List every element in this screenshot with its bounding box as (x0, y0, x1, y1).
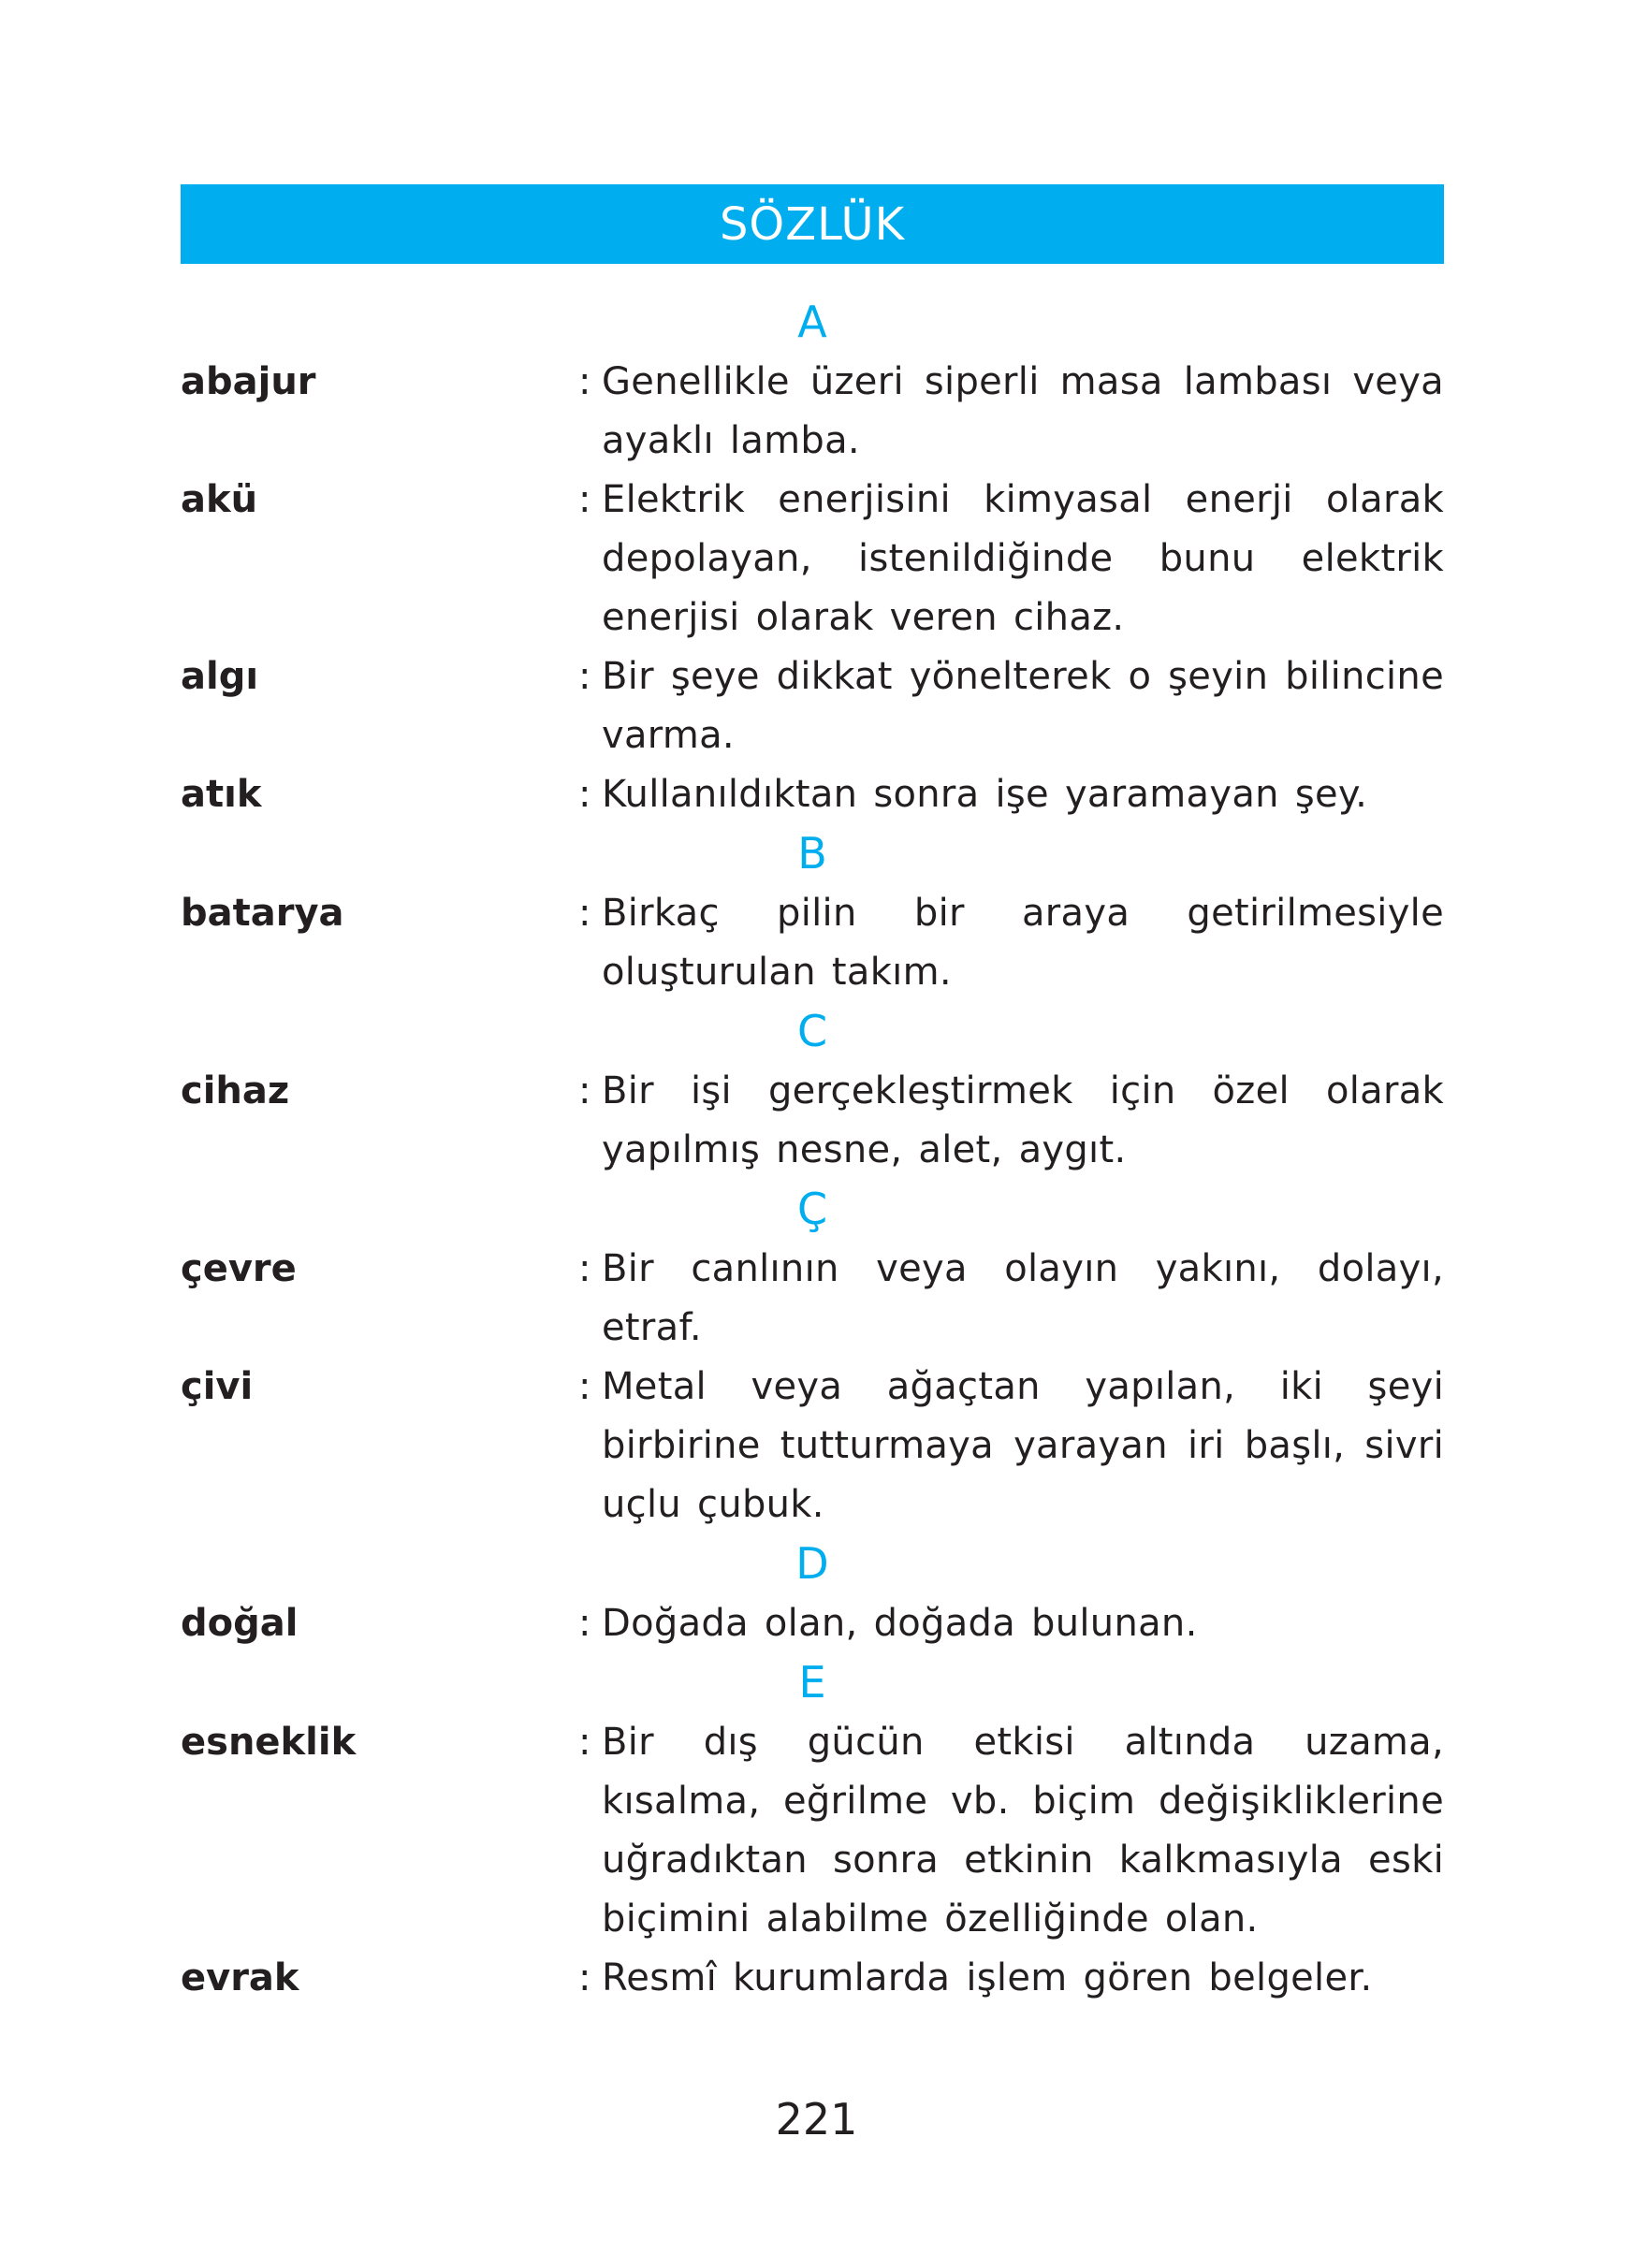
section-a (181, 293, 1444, 824)
entry-definition: Metal veya ağaçtan yapılan, iki şeyi birbirine tutturmaya yarayan iri başlı, sivri uçlu çubuk. (602, 1365, 1444, 1526)
entry-term: evrak (181, 1956, 299, 1999)
entry-definition: Birkaç pilin bir araya getirilmesiyle oluşturulan takım. (602, 892, 1444, 994)
entry-definition: Doğada olan, doğada bulunan. (602, 1602, 1198, 1645)
entry-term: cihaz (181, 1069, 290, 1112)
entry-term: esneklik (181, 1721, 357, 1764)
page-title: SÖZLÜK (719, 197, 906, 251)
page-number: 221 (775, 2094, 858, 2144)
dictionary-entry (181, 471, 1444, 647)
section-letter: B (797, 828, 827, 879)
section-e (181, 1653, 1444, 2008)
entry-colon: : (578, 892, 591, 935)
section-c-cedilla (181, 1180, 1444, 1534)
entry-definition: Bir dış gücün etkisi altında uzama, kısalma, eğrilme vb. biçim değişikliklerine uğradıktan sonra etkinin kalkmasıyla eski biçimini alabilme özelliğinde olan. (602, 1721, 1444, 1941)
dictionary-entry (181, 1713, 1444, 1949)
section-letter: A (797, 297, 827, 347)
entry-colon: : (578, 655, 591, 698)
entry-term: abajur (181, 360, 316, 403)
dictionary-entry (181, 765, 1444, 824)
entry-term: akü (181, 478, 258, 521)
entry-term: algı (181, 655, 259, 698)
entry-term: batarya (181, 892, 344, 935)
dictionary-entry (181, 1062, 1444, 1180)
dictionary-entry (181, 647, 1444, 765)
entry-definition: Bir canlının veya olayın yakını, dolayı, etraf. (602, 1247, 1444, 1349)
dictionary-entry (181, 1949, 1444, 2008)
dictionary-entry (181, 884, 1444, 1002)
entry-colon: : (578, 478, 591, 521)
entry-definition: Elektrik enerjisini kimyasal enerji olarak depolayan, istenildiğinde bunu elektrik enerjisi olarak veren cihaz. (602, 478, 1444, 639)
section-letter: E (798, 1657, 826, 1708)
header-bar (181, 184, 1444, 264)
entry-colon: : (578, 1247, 591, 1290)
entry-colon: : (578, 360, 591, 403)
entry-colon: : (578, 1602, 591, 1645)
dictionary-entry (181, 1594, 1444, 1653)
dictionary-list (181, 293, 1444, 2008)
entry-term: çevre (181, 1247, 297, 1290)
entry-term: doğal (181, 1602, 299, 1645)
dictionary-entry (181, 1240, 1444, 1358)
section-d (181, 1534, 1444, 1653)
entry-definition: Resmî kurumlarda işlem gören belgeler. (602, 1956, 1373, 1999)
entry-definition: Genellikle üzeri siperli masa lambası veya ayaklı lamba. (602, 360, 1444, 462)
entry-definition: Kullanıldıktan sonra işe yaramayan şey. (602, 773, 1368, 816)
entry-definition: Bir şeye dikkat yönelterek o şeyin bilincine varma. (602, 655, 1444, 757)
entry-colon: : (578, 773, 591, 816)
entry-colon: : (578, 1069, 591, 1112)
entry-term: atık (181, 773, 262, 816)
section-letter: C (796, 1006, 828, 1056)
entry-definition: Bir işi gerçekleştirmek için özel olarak yapılmış nesne, alet, aygıt. (602, 1069, 1444, 1171)
section-b (181, 824, 1444, 1002)
entry-term: çivi (181, 1365, 254, 1408)
dictionary-entry (181, 1358, 1444, 1534)
entry-colon: : (578, 1956, 591, 1999)
section-letter: D (795, 1538, 829, 1589)
section-c (181, 1002, 1444, 1180)
entry-colon: : (578, 1721, 591, 1764)
entry-colon: : (578, 1365, 591, 1408)
dictionary-entry (181, 353, 1444, 471)
section-letter: Ç (796, 1184, 828, 1234)
